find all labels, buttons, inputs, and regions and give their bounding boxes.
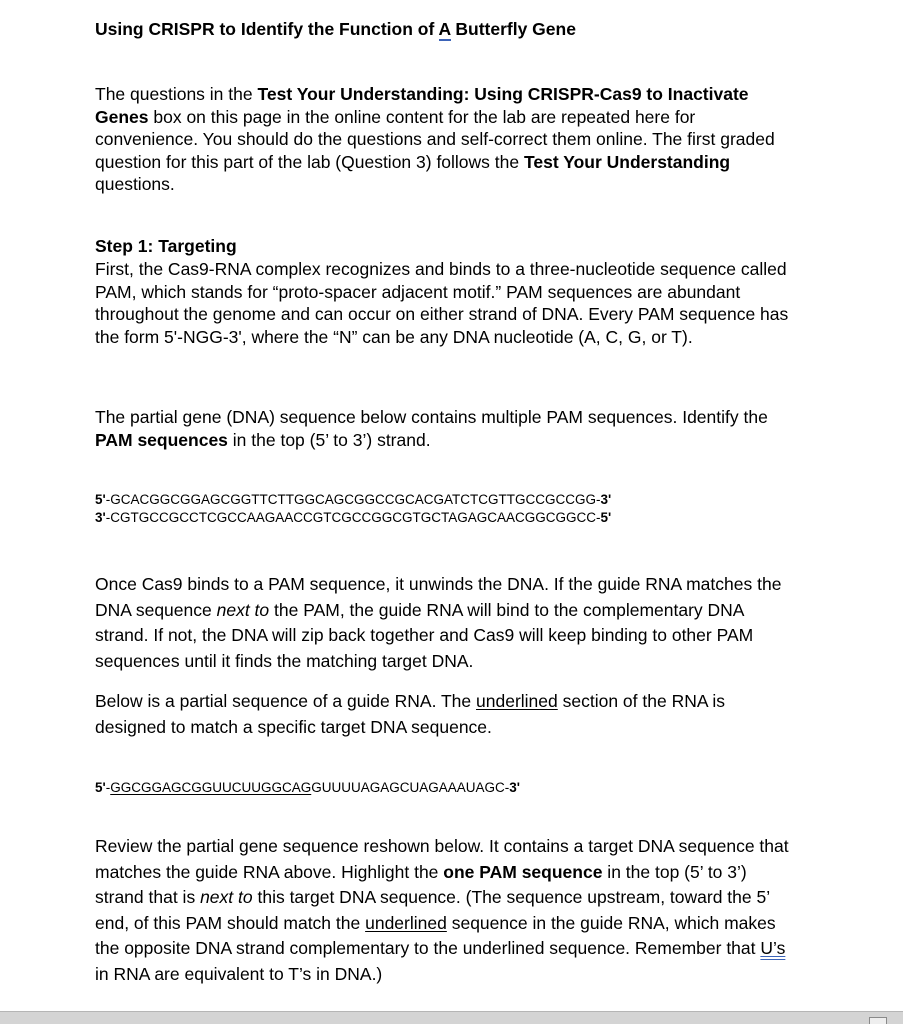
underlined-term: underlined <box>365 912 447 933</box>
step1-heading <box>95 235 795 258</box>
review-text: this target DNA sequence. (The sequence upstream, toward the 5’ end, of this PAM should match the <box>95 887 770 933</box>
dna-top-strand <box>95 491 611 509</box>
horizontal-scrollbar[interactable] <box>0 1011 903 1024</box>
top-strand-sequence: -GCACGGCGGAGCGGTTCTTGGCAGCGGCCGCACGATCTCGTTGCCGCCGG- <box>105 492 601 507</box>
intro-tyu-name: Test Your Understanding <box>523 151 731 172</box>
page-title <box>95 19 576 40</box>
cas9-text: Once Cas9 binds to a PAM sequence, it unwinds the DNA. If the guide RNA matches the DNA sequence <box>95 574 782 620</box>
intro-text: questions. <box>95 174 175 194</box>
underlined-term: underlined <box>476 691 558 711</box>
us-term: U’s <box>760 938 786 958</box>
review-text: in the top (5’ to 3’) strand that is <box>95 861 747 907</box>
review-paragraph <box>95 834 795 987</box>
rna-remaining-section: GUUUUAGAGCUAGAAAUAGC- <box>311 780 510 795</box>
top-strand-5prime: 5' <box>95 492 106 507</box>
title-link-a[interactable]: A <box>438 19 451 39</box>
partial-gene-text: in the top (5’ to 3’) strand. <box>227 429 431 450</box>
partial-gene-paragraph <box>95 406 795 451</box>
cas9-binds-paragraph <box>95 572 795 674</box>
intro-text: The questions in the <box>95 84 258 104</box>
bottom-strand-sequence: -CGTGCCGCCTCGCCAAGAACCGTCGCCGGCGTGCTAGAGCAACGGCGGCC- <box>105 510 601 525</box>
guide-intro-text: section of the RNA is designed to match a specific target DNA sequence. <box>95 691 726 737</box>
review-text: in RNA are equivalent to T’s in DNA.) <box>95 963 383 984</box>
top-strand-3prime: 3' <box>600 492 612 507</box>
intro-paragraph <box>95 83 795 196</box>
guide-rna-intro <box>95 689 795 740</box>
guide-intro-text: Below is a partial sequence of a guide RNA. The <box>95 691 477 711</box>
review-text: sequence in the guide RNA, which makes the opposite DNA strand complementary to the underlined sequence. Remember that <box>95 912 776 958</box>
rna-underlined-section: GGCGGAGCGGUUCUUGGCAG <box>110 780 312 795</box>
intro-text: box on this page in the online content for the lab are repeated here for convenience. You should do the questions and self-correct them online. The first graded question for this part of the lab (Question 3) follows the <box>95 106 775 172</box>
intro-box-name: Test Your Understanding: Using CRISPR-Cas9 to Inactivate Genes <box>95 84 749 127</box>
title-text-before: Using CRISPR to Identify the Function of <box>95 19 439 39</box>
pam-sequences-term: PAM sequences <box>95 429 228 450</box>
review-text: Review the partial gene sequence reshown below. It contains a target DNA sequence that matches the guide RNA above. Highlight the <box>95 836 789 882</box>
partial-gene-text: The partial gene (DNA) sequence below contains multiple PAM sequences. Identify the <box>95 407 768 427</box>
rna-dash: - <box>105 780 111 795</box>
next-to-emphasis: next to <box>216 599 270 620</box>
bottom-strand-5prime: 5' <box>600 510 612 525</box>
title-text-after: Butterfly Gene <box>450 19 576 39</box>
rna-5prime: 5' <box>95 780 106 795</box>
dna-bottom-strand <box>95 509 611 527</box>
one-pam-term: one PAM sequence <box>443 861 603 882</box>
bottom-strand-3prime: 3' <box>95 510 106 525</box>
rna-3prime: 3' <box>509 780 520 795</box>
next-to-emphasis: next to <box>200 887 253 907</box>
resize-corner-icon[interactable] <box>869 1017 887 1024</box>
guide-rna-sequence <box>95 779 520 797</box>
step1-heading-text: Step 1: Targeting <box>95 236 237 256</box>
cas9-text: the PAM, the guide RNA will bind to the complementary DNA strand. If not, the DNA will zip back together and Cas9 will keep binding to other PAM sequences until it finds the matching target DNA. <box>95 599 754 671</box>
step1-body: First, the Cas9-RNA complex recognizes and binds to a three-nucleotide sequence called PAM, which stands for “proto-spacer adjacent motif.” PAM sequences are abundant throughout the genome and can occur on either strand of DNA. Every PAM sequence has the form 5'-NGG-3', where the “N” can be any DNA nucleotide (A, C, G, or T). <box>95 259 789 347</box>
